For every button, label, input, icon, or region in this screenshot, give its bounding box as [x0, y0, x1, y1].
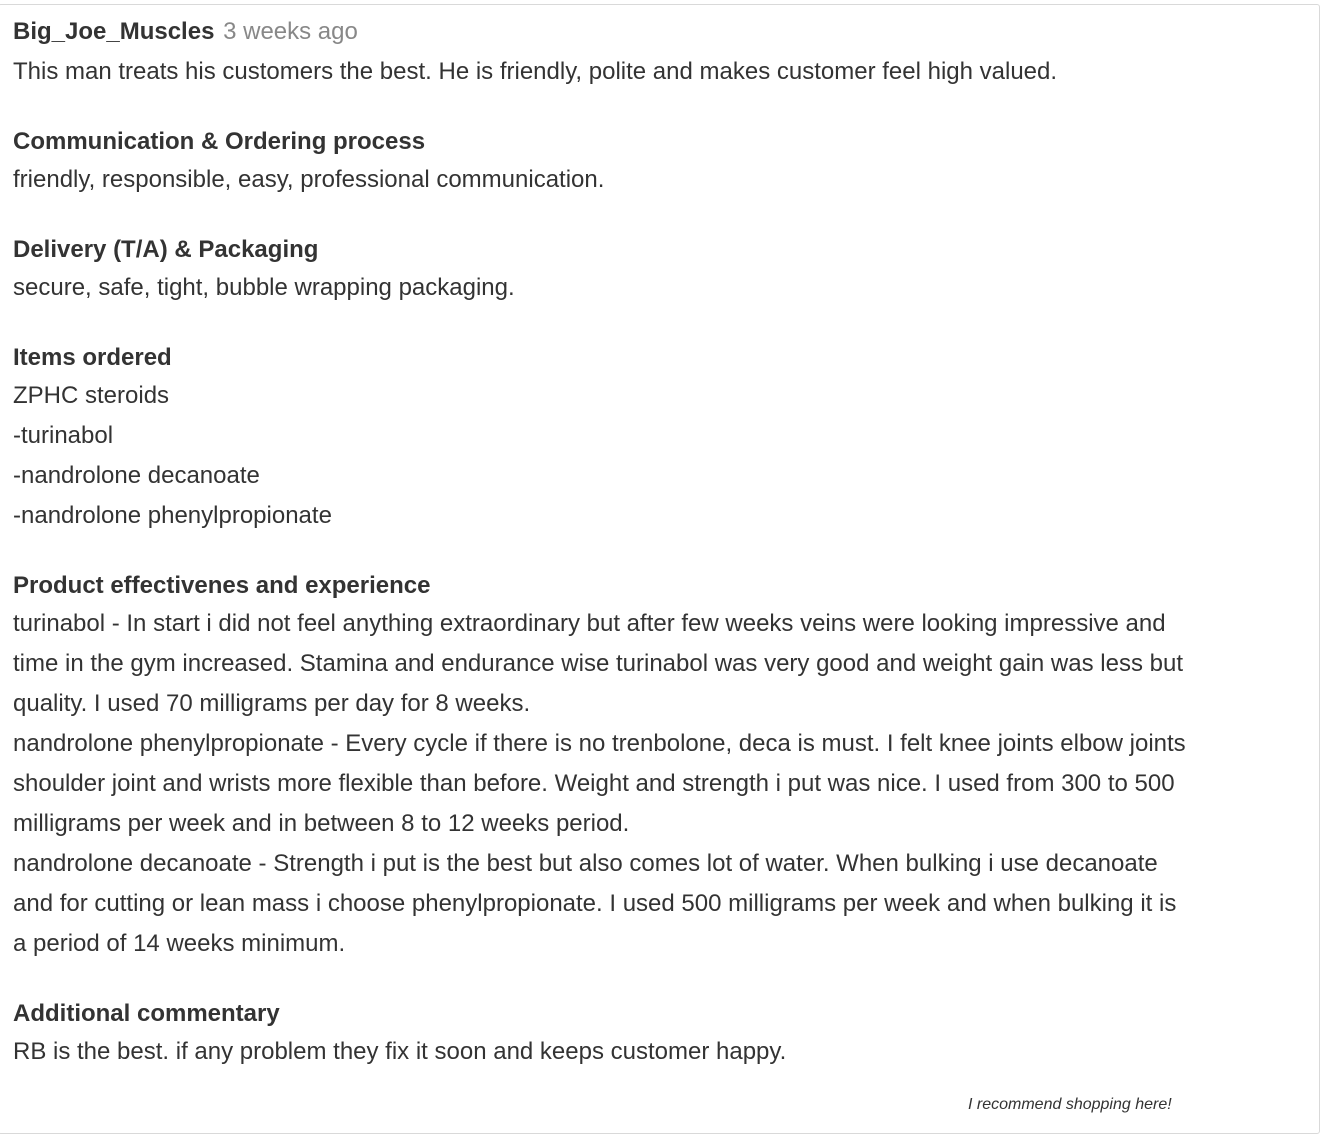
items-line: -turinabol [13, 422, 114, 449]
review-header [13, 15, 358, 49]
section-heading-items: Items ordered [13, 344, 172, 371]
effectiveness-line: milligrams per week and in between 8 to 12 weeks period. [13, 810, 630, 837]
section-heading-communication: Communication & Ordering process [13, 128, 426, 155]
section-heading-delivery: Delivery (T/A) & Packaging [13, 236, 319, 263]
section-heading-commentary: Additional commentary [13, 1000, 280, 1027]
effectiveness-line: a period of 14 weeks minimum. [13, 930, 346, 957]
items-line: ZPHC steroids [13, 382, 170, 409]
author-name[interactable]: Big_Joe_Muscles [13, 18, 215, 45]
review-intro: This man treats his customers the best. He is friendly, polite and makes customer feel high valued. [13, 58, 1058, 85]
recommendation-text: I recommend shopping here! [968, 1096, 1172, 1113]
section-heading-effectiveness: Product effectivenes and experience [13, 572, 431, 599]
commentary-text: RB is the best. if any problem they fix it soon and keeps customer happy. [13, 1038, 787, 1065]
effectiveness-line: shoulder joint and wrists more flexible than before. Weight and strength i put was nice. I used from 300 to 500 [13, 770, 1175, 797]
effectiveness-line: turinabol - In start i did not feel anything extraordinary but after few weeks veins were looking impressive and [13, 610, 1166, 637]
effectiveness-line: and for cutting or lean mass i choose phenylpropionate. I used 500 milligrams per week and when bulking it is [13, 890, 1177, 917]
effectiveness-line: time in the gym increased. Stamina and endurance wise turinabol was very good and weight gain was less but [13, 650, 1183, 677]
review-card [0, 4, 1320, 1134]
communication-text: friendly, responsible, easy, professional communication. [13, 166, 605, 193]
delivery-text: secure, safe, tight, bubble wrapping packaging. [13, 274, 515, 301]
effectiveness-line: nandrolone phenylpropionate - Every cycle if there is no trenbolone, deca is must. I felt knee joints elbow joints [13, 730, 1186, 757]
review-timestamp: 3 weeks ago [223, 18, 358, 45]
effectiveness-line: quality. I used 70 milligrams per day for 8 weeks. [13, 690, 531, 717]
items-line: -nandrolone phenylpropionate [13, 502, 332, 529]
items-line: -nandrolone decanoate [13, 462, 260, 489]
effectiveness-line: nandrolone decanoate - Strength i put is the best but also comes lot of water. When bulking i use decanoate [13, 850, 1158, 877]
